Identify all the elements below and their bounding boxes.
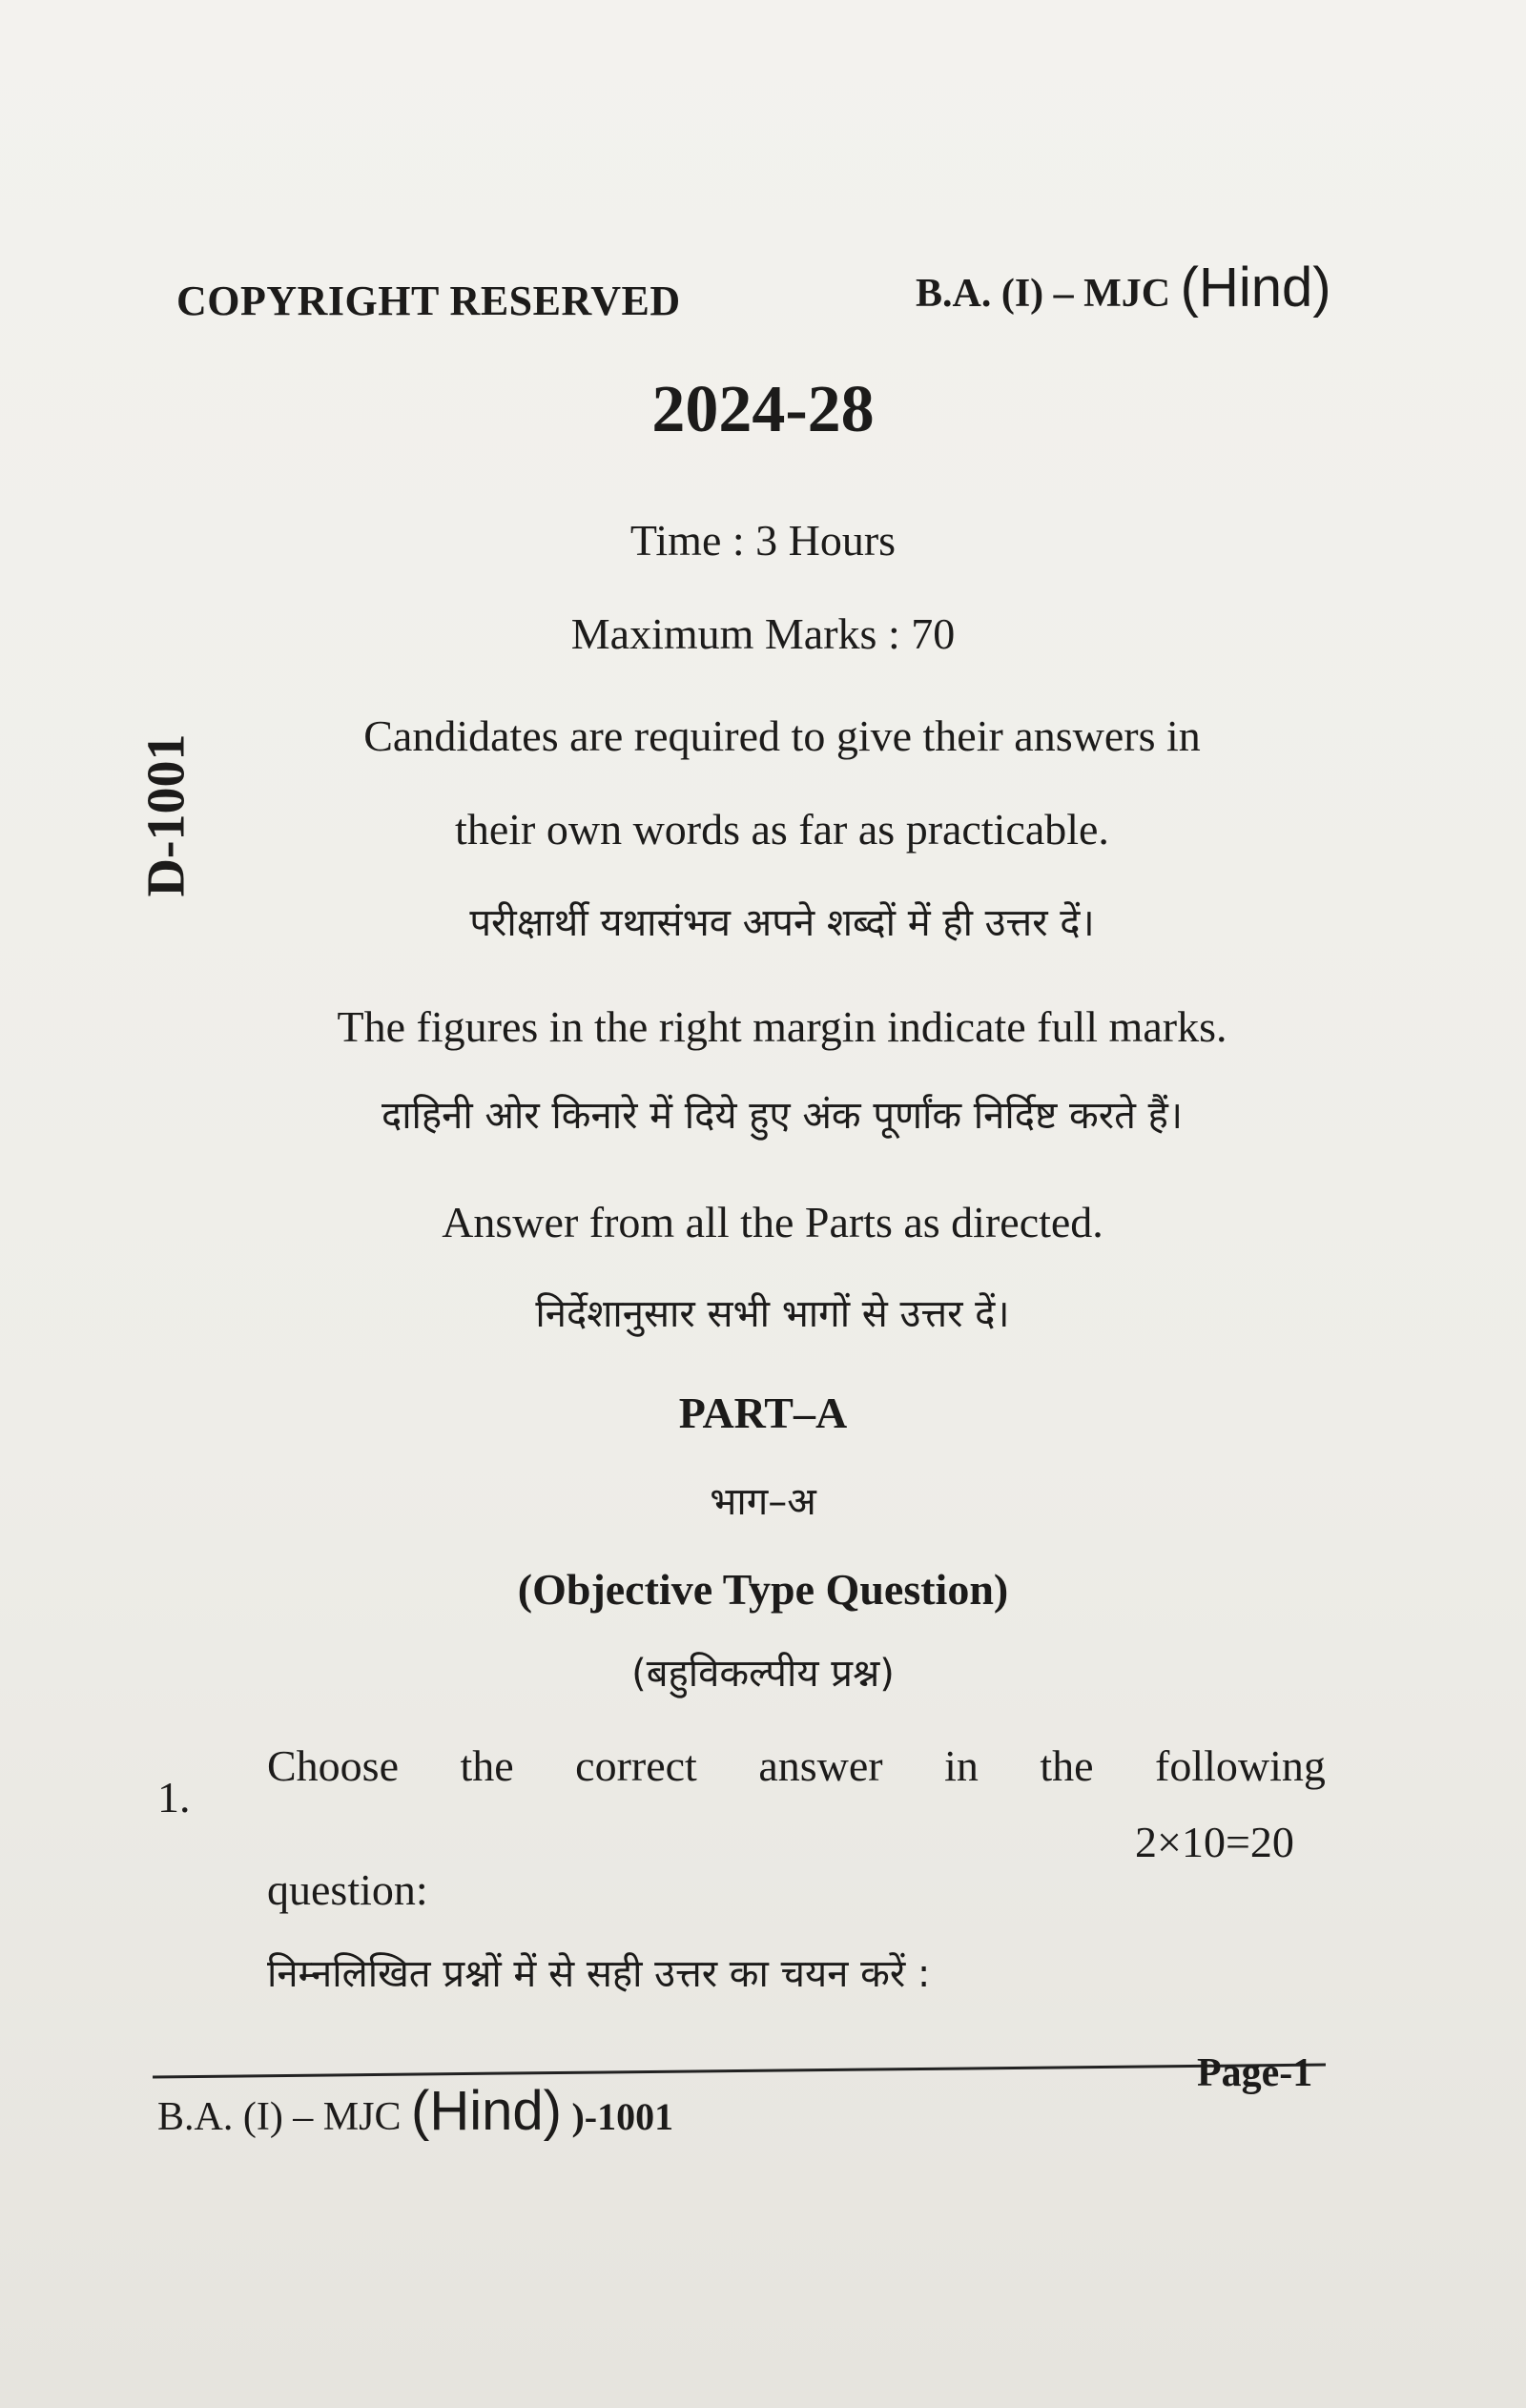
question-word: the: [460, 1741, 514, 1790]
question-marks: 2×10=20: [1135, 1818, 1294, 1866]
question-text-hi: निम्नलिखित प्रश्नों में से सही उत्तर का चयन करें :: [267, 1952, 931, 1996]
exam-time: Time : 3 Hours: [629, 516, 897, 565]
side-paper-code: D-1001: [137, 733, 196, 897]
question-number: 1.: [157, 1773, 191, 1821]
question-word: following: [1155, 1741, 1326, 1790]
question-word: Choose: [267, 1741, 399, 1790]
instruction-parts-hi: निर्देशानुसार सभी भागों से उत्तर दें।: [535, 1292, 1010, 1336]
part-title-en: PART–A: [678, 1389, 848, 1437]
footer-course: [157, 2079, 673, 2143]
footer-course-code: B.A. (I) – MJC: [157, 2095, 402, 2139]
instruction-margin-en: The figures in the right margin indicate full marks.: [337, 1002, 1227, 1051]
footer-subject: (Hind): [411, 2080, 562, 2142]
footer-divider: [153, 2064, 1326, 2079]
question-word: the: [1040, 1741, 1094, 1790]
copyright-notice: COPYRIGHT RESERVED: [176, 278, 681, 324]
page-number: Page-1: [1197, 2051, 1313, 2095]
course-header: [916, 256, 1331, 319]
question-type-en: (Objective Type Question): [517, 1565, 1009, 1614]
question-word: in: [944, 1741, 979, 1790]
question-word: correct: [575, 1741, 697, 1790]
part-title-hi: भाग–अ: [710, 1480, 816, 1524]
instruction-own-words-en-2: their own words as far as practicable.: [455, 805, 1109, 854]
maximum-marks: Maximum Marks : 70: [570, 609, 956, 658]
instruction-own-words-en-1: Candidates are required to give their answers in: [363, 711, 1201, 760]
question-type-hi: (बहुविकल्पीय प्रश्न): [631, 1652, 895, 1696]
question-word: answer: [758, 1741, 883, 1790]
question-text-line-1: [267, 1740, 1326, 1791]
question-text-line-2: question:: [267, 1865, 428, 1914]
exam-year: 2024-28: [651, 373, 875, 446]
instruction-margin-hi: दाहिनी ओर किनारे में दिये हुए अंक पूर्णांक निर्दिष्ट करते हैं।: [381, 1094, 1184, 1138]
instruction-parts-en: Answer from all the Parts as directed.: [442, 1198, 1103, 1246]
course-code: B.A. (I) – MJC: [916, 272, 1171, 316]
instruction-own-words-hi: परीक्षार्थी यथासंभव अपने शब्दों में ही उत्तर दें।: [469, 901, 1095, 945]
course-subject: (Hind): [1180, 257, 1331, 319]
footer-paper-code: )-1001: [571, 2095, 674, 2138]
